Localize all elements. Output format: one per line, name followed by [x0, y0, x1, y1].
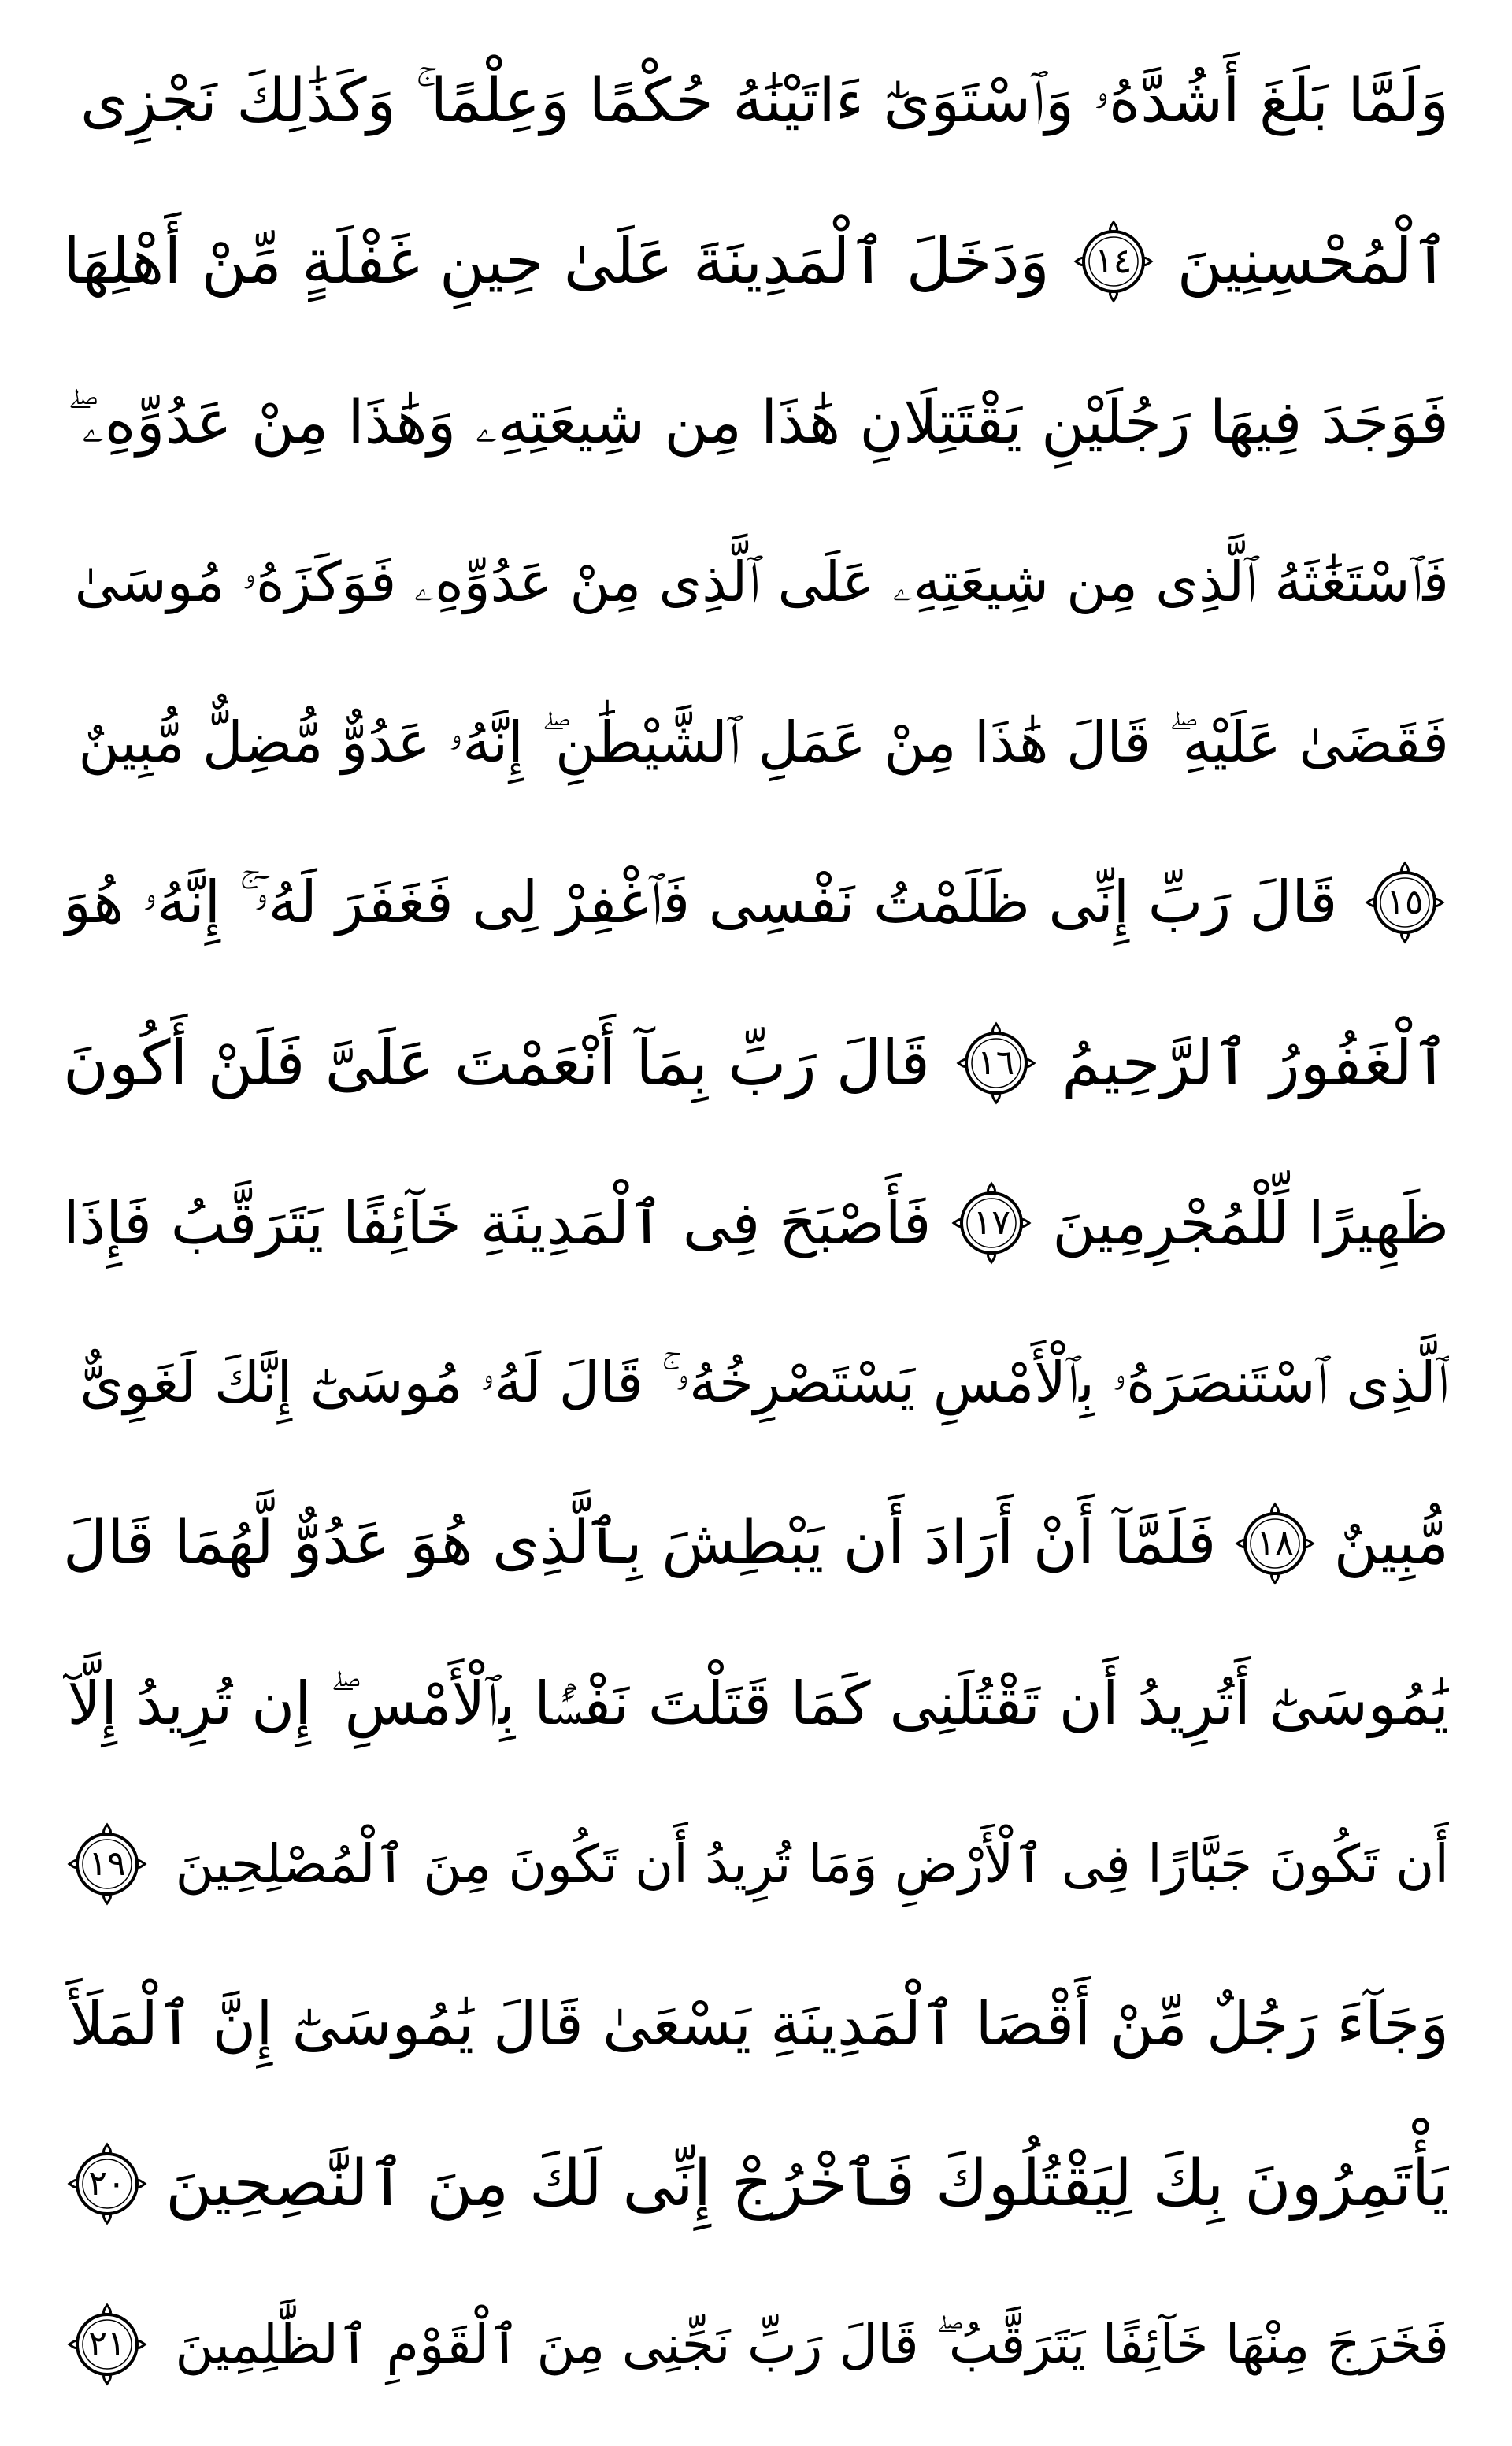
- verse-text: ظَهِيرًا لِّلْمُجْرِمِينَ: [1052, 1188, 1449, 1258]
- text-line: [63, 1633, 1449, 1773]
- text-line: [63, 1473, 1449, 1614]
- verse-text: أَن تَكُونَ جَبَّارًا فِى ٱلْأَرْضِ وَمَا تُرِيدُ أَن تَكُونَ مِنَ ٱلْمُصْلِحِينَ: [175, 1833, 1449, 1895]
- ayah-end-ornament-icon: [63, 1820, 151, 1908]
- ayah-number: ١٨: [1256, 1522, 1294, 1563]
- text-line: [63, 1954, 1449, 2094]
- verse-text: ٱلْغَفُورُ ٱلرَّحِيمُ: [1062, 1026, 1449, 1099]
- ayah-end-ornament-icon: [1069, 217, 1158, 306]
- text-line: [63, 2114, 1449, 2254]
- ayah-end-ornament-icon: [1231, 1499, 1319, 1588]
- text-line: [63, 191, 1449, 332]
- ayah-end-ornament-icon: [1361, 858, 1449, 947]
- verse-text: فَخَرَجَ مِنْهَا خَآئِفًا يَتَرَقَّبُ ۖ قَالَ رَبِّ نَجِّنِى مِنَ ٱلْقَوْمِ ٱلظَّٰلِمِينَ: [175, 2313, 1449, 2375]
- ayah-number: ٢٠: [88, 2163, 126, 2204]
- text-line: [63, 832, 1449, 973]
- ayah-end-ornament-icon: [63, 2300, 151, 2389]
- ayah-number: ١٤: [1095, 241, 1132, 282]
- verse-text: وَدَخَلَ ٱلْمَدِينَةَ عَلَىٰ حِينِ غَفْلَةٍ مِّنْ أَهْلِهَا: [63, 225, 1050, 298]
- verse-text: يَٰمُوسَىٰٓ أَتُرِيدُ أَن تَقْتُلَنِى كَمَا قَتَلْتَ نَفْسًۢا بِٱلْأَمْسِ ۖ إِن تُرِيدُ إِلَّآ: [67, 1669, 1449, 1739]
- ayah-number: ١٩: [88, 1843, 126, 1884]
- verse-text: مُّبِينٌ: [1333, 1507, 1449, 1578]
- verse-text: يَأْتَمِرُونَ بِكَ لِيَقْتُلُوكَ فَٱخْرُجْ إِنِّى لَكَ مِنَ ٱلنَّٰصِحِينَ: [165, 2147, 1449, 2222]
- ayah-end-ornament-icon: [63, 2140, 151, 2228]
- text-line: [63, 352, 1449, 492]
- verse-text: فَقَضَىٰ عَلَيْهِ ۖ قَالَ هَٰذَا مِنْ عَمَلِ ٱلشَّيْطَٰنِ ۖ إِنَّهُۥ عَدُوٌّ مُّضِلٌّ مُّبِينٌ: [78, 709, 1449, 775]
- verse-text: فَوَجَدَ فِيهَا رَجُلَيْنِ يَقْتَتِلَانِ هَٰذَا مِن شِيعَتِهِۦ وَهَٰذَا مِنْ عَدُوِّهِۦ ۖ: [66, 386, 1449, 457]
- text-line: [63, 673, 1449, 813]
- text-line: [63, 1794, 1449, 1934]
- ayah-end-ornament-icon: [952, 1019, 1040, 1107]
- text-line: [63, 1313, 1449, 1453]
- verse-text: وَلَمَّا بَلَغَ أَشُدَّهُۥ وَٱسْتَوَىٰٓ ءَاتَيْنَٰهُ حُكْمًا وَعِلْمًا ۚ وَكَذَٰلِكَ نَجْزِى: [80, 66, 1449, 136]
- verse-text: قَالَ رَبِّ إِنِّى ظَلَمْتُ نَفْسِى فَٱغْفِرْ لِى فَغَفَرَ لَهُۥٓ ۚ إِنَّهُۥ هُوَ: [63, 869, 1338, 937]
- ayah-number: ١٦: [977, 1042, 1015, 1083]
- text-line: [63, 1153, 1449, 1293]
- ayah-number: ١٧: [973, 1202, 1011, 1243]
- verse-text: قَالَ رَبِّ بِمَآ أَنْعَمْتَ عَلَىَّ فَلَنْ أَكُونَ: [63, 1026, 931, 1099]
- verse-text: فَٱسْتَغَٰثَهُ ٱلَّذِى مِن شِيعَتِهِۦ عَلَى ٱلَّذِى مِنْ عَدُوِّهِۦ فَوَكَزَهُۥ مُوسَىٰ: [74, 550, 1449, 615]
- quran-page: [63, 32, 1449, 2414]
- text-line: [63, 32, 1449, 172]
- text-line: [63, 2274, 1449, 2414]
- ayah-end-ornament-icon: [947, 1179, 1036, 1267]
- ayah-number: ١٥: [1386, 882, 1424, 923]
- verse-text: ٱلْمُحْسِنِينَ: [1177, 225, 1449, 298]
- text-line: [63, 993, 1449, 1133]
- verse-text: ٱلَّذِى ٱسْتَنصَرَهُۥ بِٱلْأَمْسِ يَسْتَصْرِخُهُۥ ۚ قَالَ لَهُۥ مُوسَىٰٓ إِنَّكَ لَغَوِىٌّ: [80, 1350, 1449, 1416]
- text-line: [63, 512, 1449, 652]
- verse-text: فَأَصْبَحَ فِى ٱلْمَدِينَةِ خَآئِفًا يَتَرَقَّبُ فَإِذَا: [63, 1188, 932, 1258]
- ayah-number: ٢١: [88, 2323, 126, 2364]
- verse-text: وَجَآءَ رَجُلٌ مِّنْ أَقْصَا ٱلْمَدِينَةِ يَسْعَىٰ قَالَ يَٰمُوسَىٰٓ إِنَّ ٱلْمَلَأَ: [69, 1988, 1449, 2059]
- verse-text: فَلَمَّآ أَنْ أَرَادَ أَن يَبْطِشَ بِٱلَّذِى هُوَ عَدُوٌّ لَّهُمَا قَالَ: [63, 1507, 1217, 1578]
